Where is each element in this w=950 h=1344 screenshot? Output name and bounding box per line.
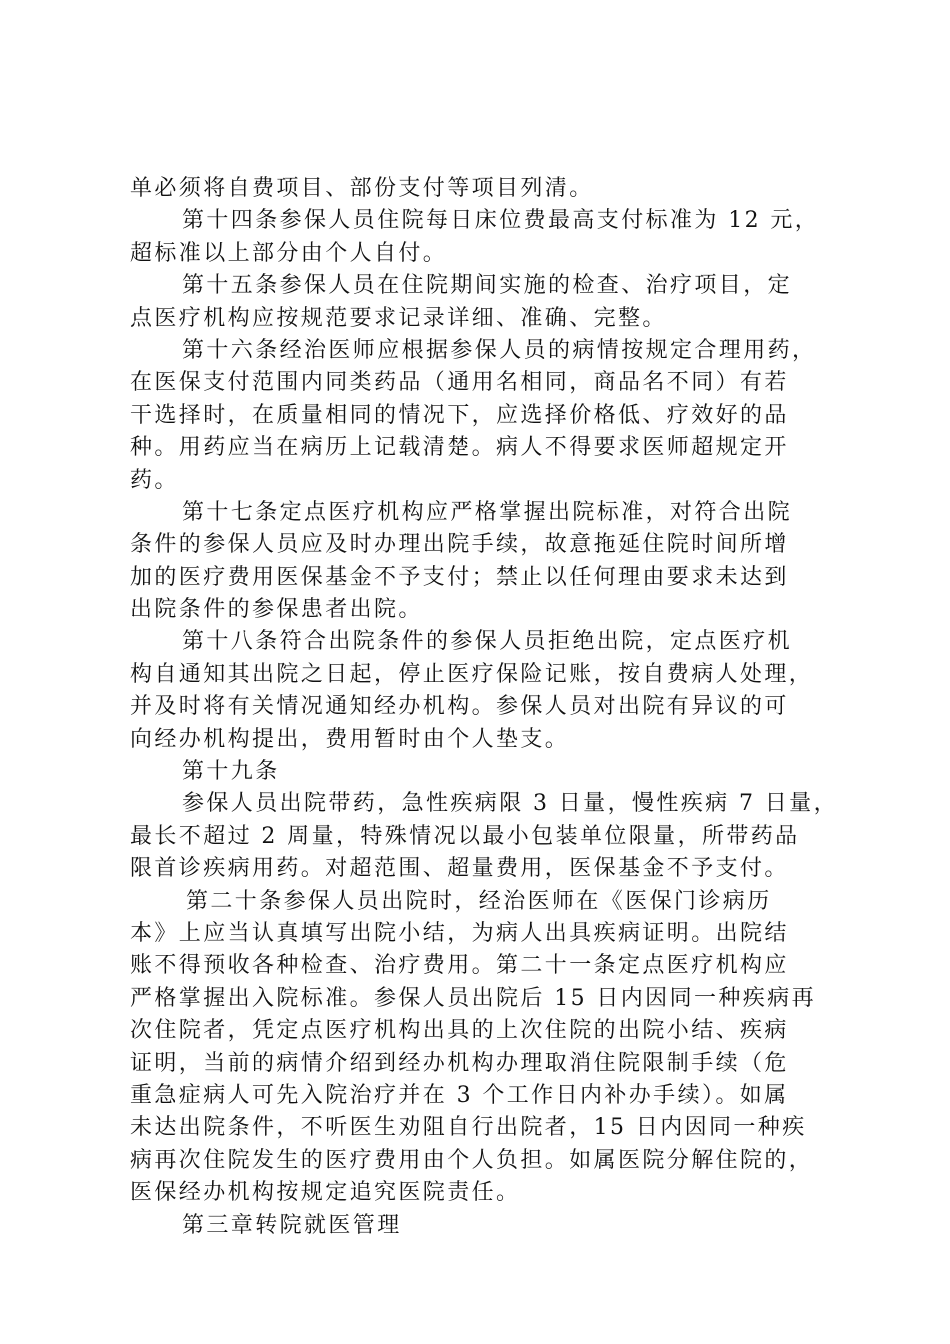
document-body xyxy=(130,173,838,1242)
text-line: 第二十条参保人员出院时，经治医师在《医保门诊病历 xyxy=(186,888,772,914)
text-line: 重急症病人可先入院治疗并在 3 个工作日内补办手续）。如属 xyxy=(130,1082,789,1108)
text-line: 点医疗机构应按规范要求记录详细、准确、完整。 xyxy=(130,305,667,331)
text-line: 药。 xyxy=(130,467,179,493)
text-line: 出院条件的参保患者出院。 xyxy=(130,597,423,623)
text-line: 第十九条 xyxy=(182,759,280,785)
text-line: 证明，当前的病情介绍到经办机构办理取消住院限制手续（危 xyxy=(130,1050,789,1076)
text-line: 次住院者，凭定点医疗机构出具的上次住院的出院小结、疾病 xyxy=(130,1018,789,1044)
text-line: 第十六条经治医师应根据参保人员的病情按规定合理用药， xyxy=(182,337,817,363)
text-line: 第十七条定点医疗机构应严格掌握出院标准，对符合出院 xyxy=(182,499,793,525)
text-line: 超标准以上部分由个人自付。 xyxy=(130,240,448,266)
text-line: 医保经办机构按规定追究医院责任。 xyxy=(130,1180,521,1206)
text-line: 在医保支付范围内同类药品（通用名相同，商品名不同）有若 xyxy=(130,370,789,396)
text-line: 条件的参保人员应及时办理出院手续，故意拖延住院时间所增 xyxy=(130,532,789,558)
text-line: 干选择时，在质量相同的情况下，应选择价格低、疗效好的品 xyxy=(130,402,789,428)
text-line: 本》上应当认真填写出院小结，为病人出具疾病证明。出院结 xyxy=(130,920,789,946)
text-line: 账不得预收各种检查、治疗费用。第二十一条定点医疗机构应 xyxy=(130,953,789,979)
text-line: 参保人员出院带药，急性疾病限 3 日量，慢性疾病 7 日量， xyxy=(182,791,838,817)
text-line: 构自通知其出院之日起，停止医疗保险记账，按自费病人处理， xyxy=(130,661,814,687)
text-line: 并及时将有关情况通知经办机构。参保人员对出院有异议的可 xyxy=(130,694,789,720)
text-line: 严格掌握出入院标准。参保人员出院后 15 日内因同一种疾病再 xyxy=(130,985,816,1011)
text-line: 向经办机构提出，费用暂时由个人垫支。 xyxy=(130,726,570,752)
text-line: 限首诊疾病用药。对超范围、超量费用，医保基金不予支付。 xyxy=(130,856,789,882)
text-line: 未达出院条件，不听医生劝阻自行出院者，15 日内因同一种疾 xyxy=(130,1115,807,1141)
text-line: 种。用药应当在病历上记载清楚。病人不得要求医师超规定开 xyxy=(130,435,789,461)
chapter-heading: 第三章转院就医管理 xyxy=(182,1212,402,1238)
text-line: 病再次住院发生的医疗费用由个人负担。如属医院分解住院的， xyxy=(130,1147,814,1173)
text-line: 最长不超过 2 周量，特殊情况以最小包装单位限量，所带药品 xyxy=(130,823,800,849)
text-line: 第十四条参保人员住院每日床位费最高支付标准为 12 元， xyxy=(182,208,820,234)
text-line: 第十五条参保人员在住院期间实施的检查、治疗项目，定 xyxy=(182,273,793,299)
text-line: 单必须将自费项目、部份支付等项目列清。 xyxy=(130,176,594,201)
text-line: 加的医疗费用医保基金不予支付；禁止以任何理由要求未达到 xyxy=(130,564,789,590)
text-line: 第十八条符合出院条件的参保人员拒绝出院，定点医疗机 xyxy=(182,629,793,655)
